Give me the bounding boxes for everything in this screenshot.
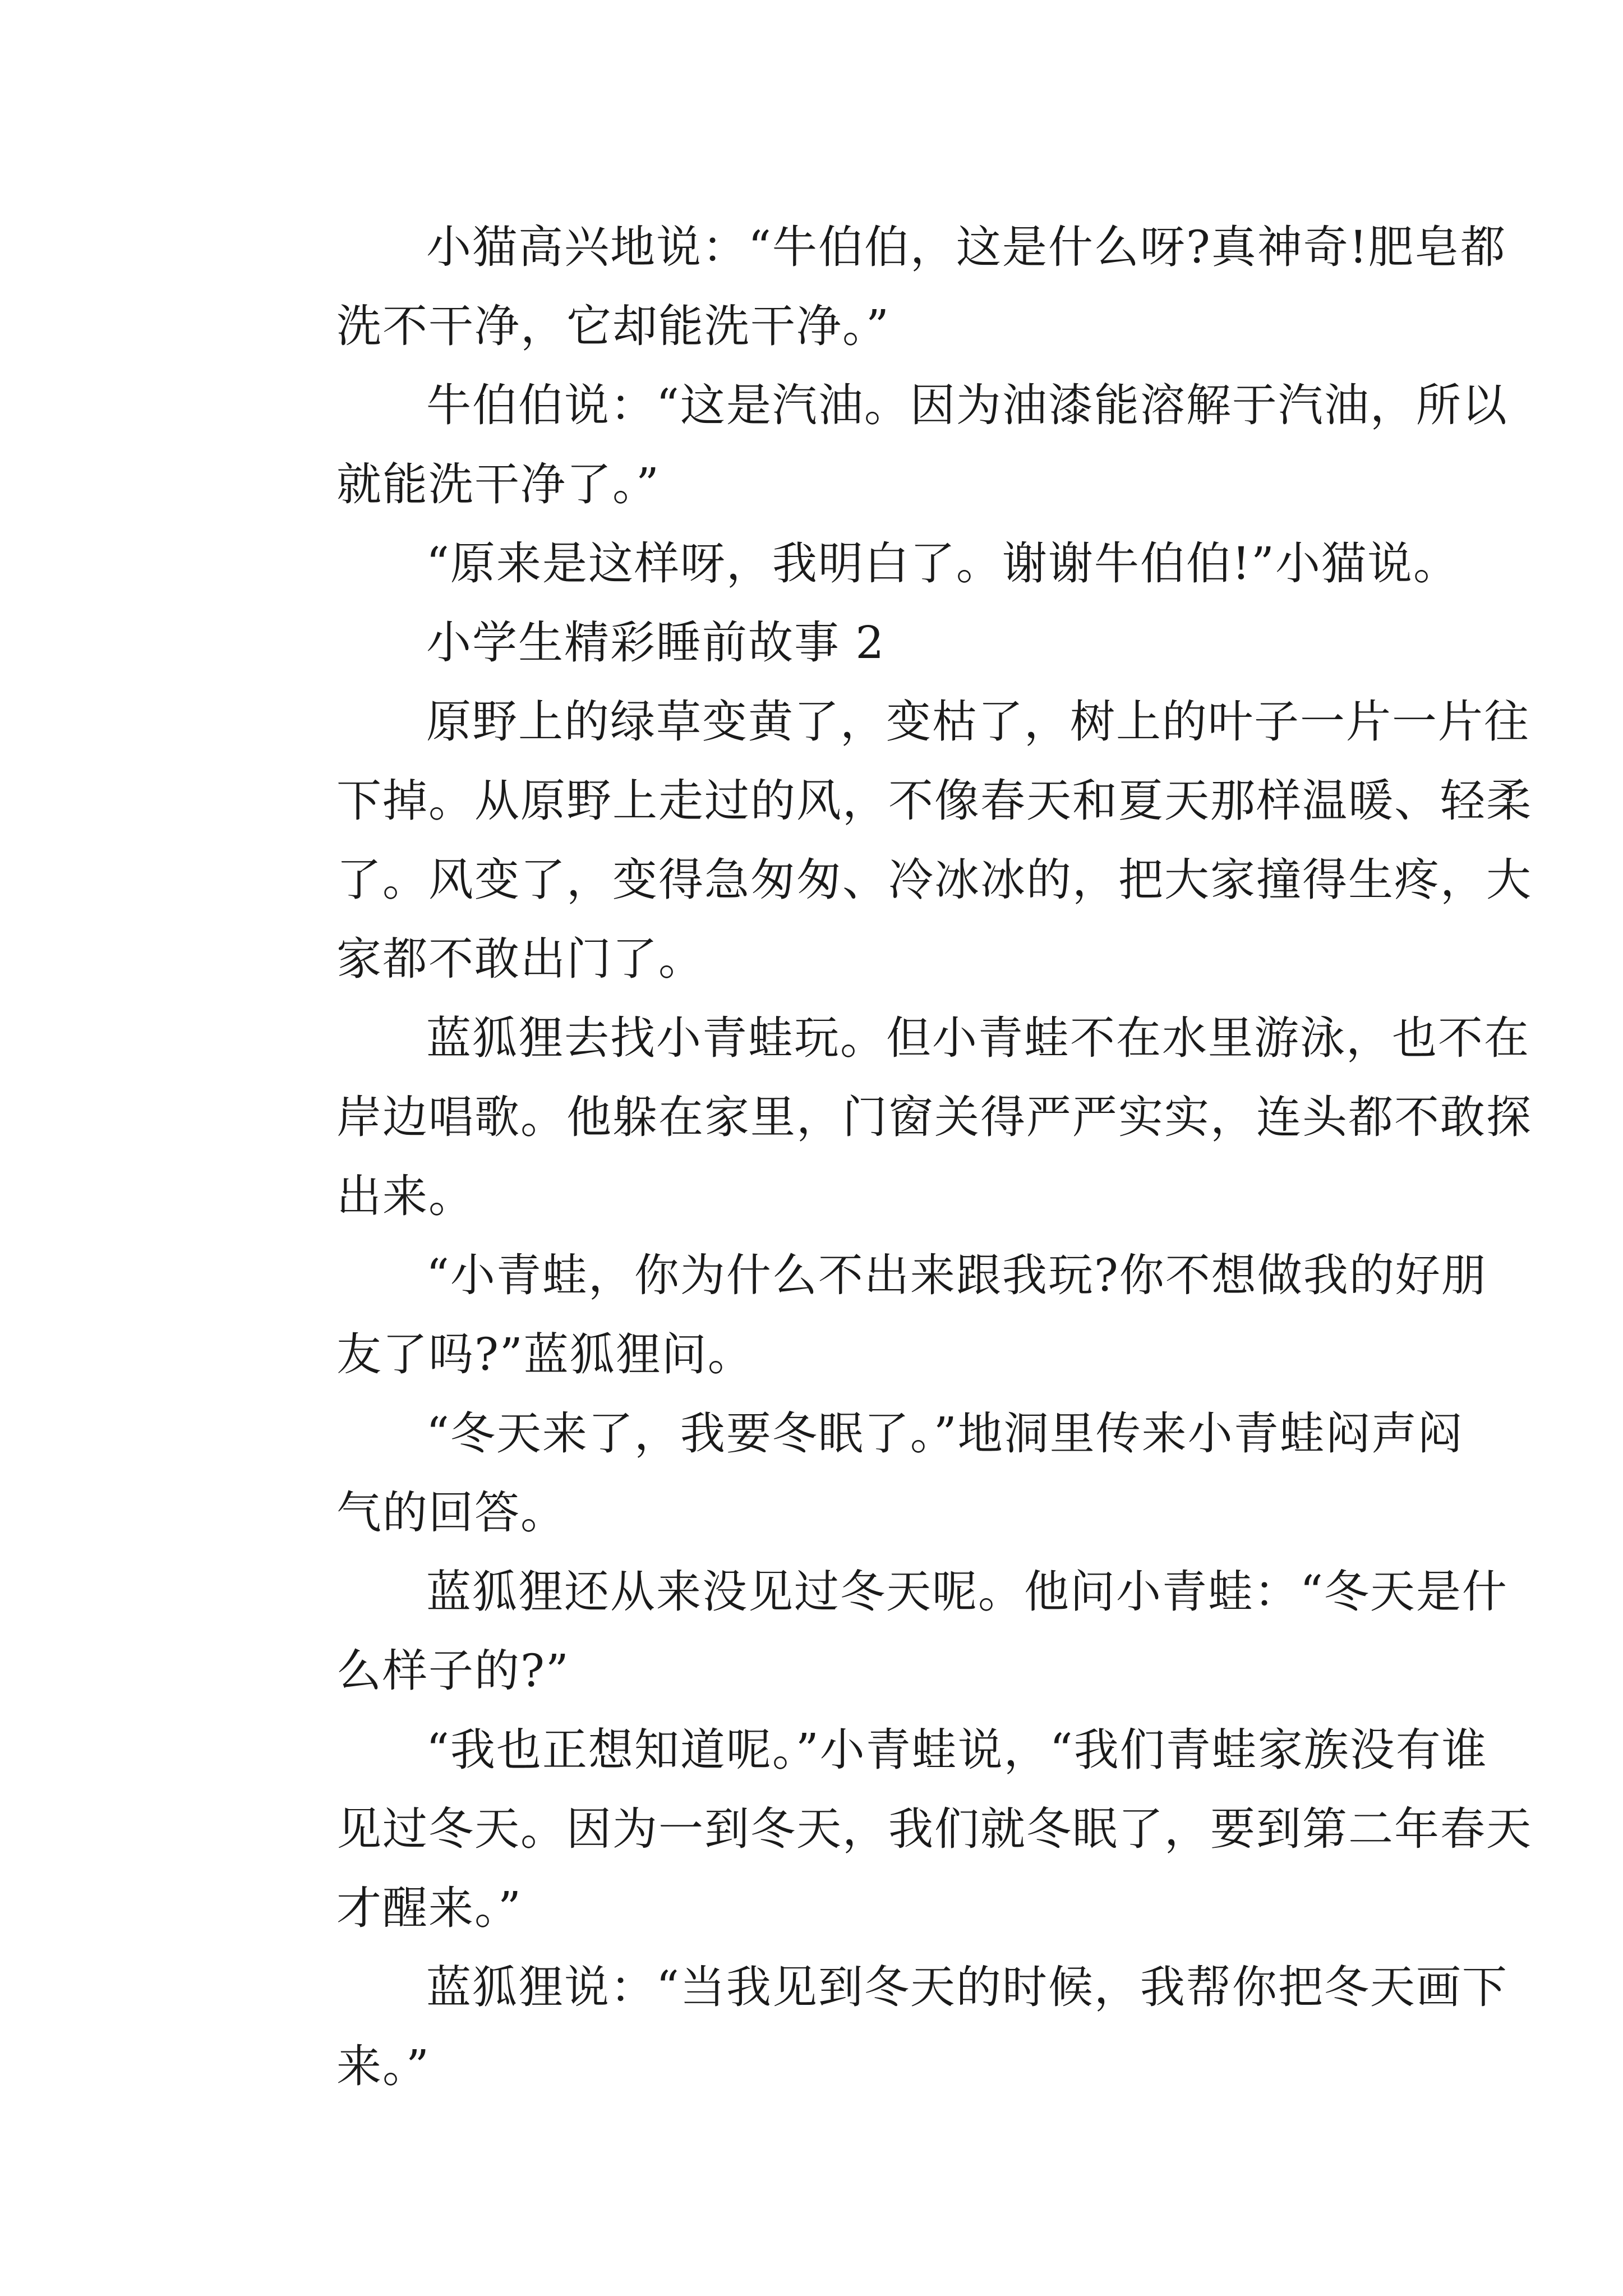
paragraph [247, 366, 1508, 524]
text-line: 了。风变了，变得急匆匆、冷冰冰的，把大家撞得生疼，大 [336, 854, 1532, 906]
text-line: 友了吗?”蓝狐狸问。 [336, 1328, 754, 1381]
text-line: 牛伯伯说：“这是汽油。因为油漆能溶解于汽油，所以 [426, 379, 1508, 431]
paragraph [247, 1394, 1464, 1552]
text-line: “小青蛙，你为什么不出来跟我玩?你不想做我的好朋 [426, 1249, 1487, 1301]
paragraph [247, 1948, 1508, 2106]
text-line: 家都不敢出门了。 [336, 933, 704, 985]
text-line: 蓝狐狸去找小青蛙玩。但小青蛙不在水里游泳，也不在 [426, 1012, 1530, 1064]
text-line: “我也正想知道呢。”小青蛙说，“我们青蛙家族没有谁 [426, 1724, 1488, 1776]
text-line: 才醒来。” [336, 1882, 522, 1934]
text-line: 岸边唱歌。他躲在家里，门窗关得严严实实，连头都不敢探 [336, 1091, 1532, 1143]
text-line: 么样子的?” [336, 1645, 570, 1697]
text-line: 蓝狐狸说：“当我见到冬天的时候，我帮你把冬天画下 [426, 1961, 1508, 2013]
text-line: 见过冬天。因为一到冬天，我们就冬眠了，要到第二年春天 [336, 1803, 1532, 1855]
text-line: “原来是这样呀，我明白了。谢谢牛伯伯!”小猫说。 [426, 537, 1459, 590]
text-line: 就能洗干净了。” [336, 458, 660, 510]
page-body [247, 208, 1532, 2106]
text-line: 出来。 [336, 1170, 474, 1222]
paragraph [247, 1552, 1508, 1710]
paragraph [247, 524, 1459, 603]
paragraph [247, 682, 1532, 999]
text-line: 原野上的绿草变黄了，变枯了，树上的叶子一片一片往 [426, 696, 1530, 748]
paragraph [247, 1710, 1532, 1948]
text-line: 下掉。从原野上走过的风，不像春天和夏天那样温暖、轻柔 [336, 775, 1532, 827]
text-line: 气的回答。 [336, 1487, 566, 1539]
paragraph [247, 1236, 1487, 1394]
text-line: 小猫高兴地说：“牛伯伯，这是什么呀?真神奇!肥皂都 [426, 221, 1506, 273]
text-line: 洗不干净，它却能洗干净。” [336, 300, 890, 352]
section-heading [247, 603, 1385, 682]
paragraph [247, 999, 1532, 1236]
paragraph [247, 208, 1506, 366]
text-line: “冬天来了，我要冬眠了。”地洞里传来小青蛙闷声闷 [426, 1407, 1464, 1460]
text-line: 蓝狐狸还从来没见过冬天呢。他问小青蛙：“冬天是什 [426, 1566, 1508, 1618]
text-line: 来。” [336, 2040, 430, 2092]
heading-text: 小学生精彩睡前故事 2 [426, 616, 886, 669]
